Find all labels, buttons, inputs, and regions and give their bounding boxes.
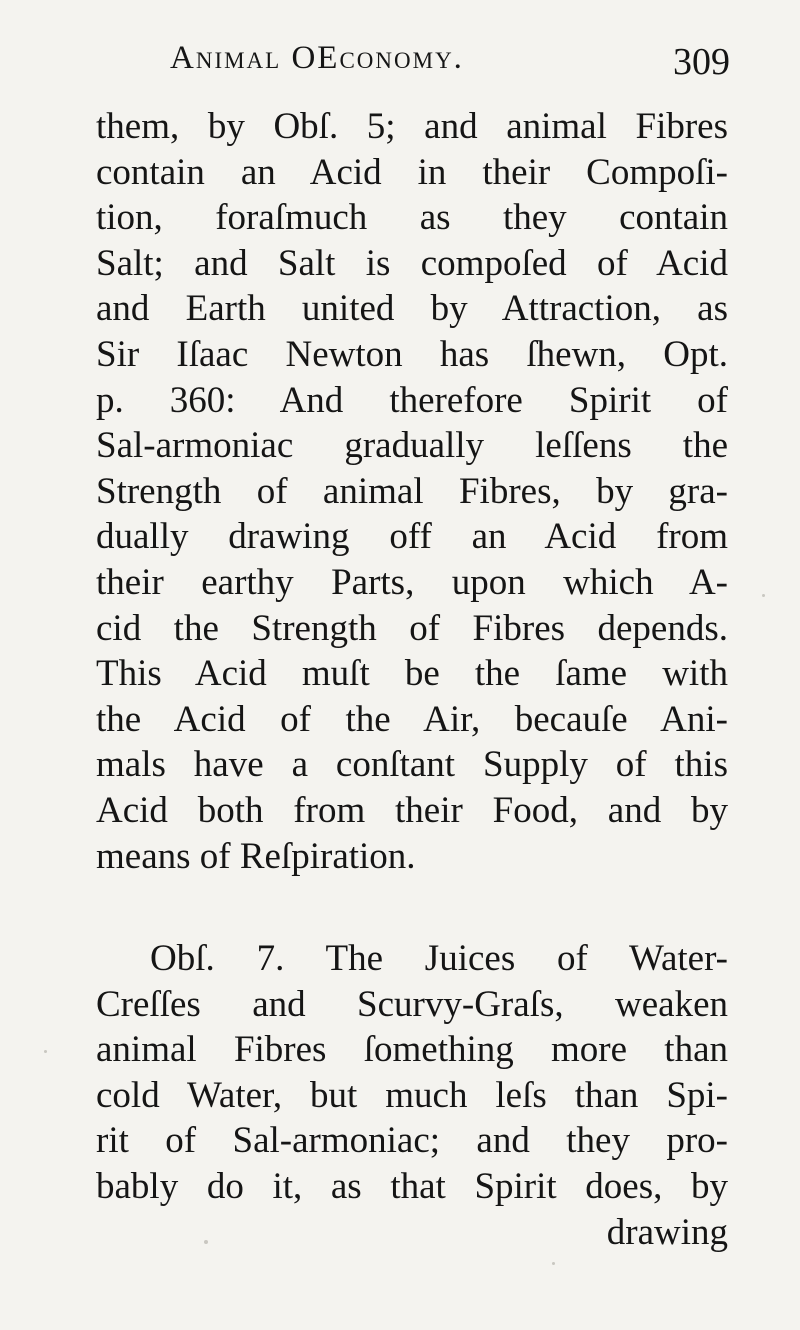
text-line: their earthy Parts, upon which A- <box>96 561 728 603</box>
page-number: 309 <box>673 41 730 83</box>
text-line: Sir Iſaac Newton has ſhewn, Opt. <box>96 333 728 375</box>
text-line: Acid both from their Food, and by <box>96 789 728 831</box>
text-line: rit of Sal-armoniac; and they pro- <box>96 1120 728 1162</box>
text-line: dually drawing off an Acid from <box>96 516 728 558</box>
running-title: Animal OEconomy. <box>170 40 464 76</box>
text-line: Obſ. 7. The Juices of Water- <box>150 938 728 979</box>
paragraph-2 <box>96 936 728 1255</box>
paragraph-1 <box>96 104 728 879</box>
text-line: cid the Strength of Fibres depends. <box>96 607 728 649</box>
running-head <box>150 36 730 86</box>
text-line: Creſſes and Scurvy-Graſs, weaken <box>96 983 728 1025</box>
text-line: them, by Obſ. 5; and animal Fibres <box>96 106 728 147</box>
text-line: and Earth united by Attraction, as <box>96 288 728 330</box>
text-line: bably do it, as that Spirit does, by <box>96 1165 728 1207</box>
text-line: the Acid of the Air, becauſe Ani- <box>96 698 728 740</box>
text-line: means of Reſpiration. <box>96 835 416 877</box>
text-line: contain an Acid in their Compoſi- <box>96 151 728 193</box>
paper-speck <box>44 1050 47 1053</box>
catchword: drawing <box>606 1211 728 1253</box>
paper-speck <box>552 1262 555 1265</box>
text-line: tion, foraſmuch as they contain <box>96 197 728 239</box>
text-line: Salt; and Salt is compoſed of Acid <box>96 242 728 284</box>
text-line: cold Water, but much leſs than Spi- <box>96 1074 728 1116</box>
text-line: p. 360: And therefore Spirit of <box>96 379 728 421</box>
text-line: animal Fibres ſomething more than <box>96 1029 728 1071</box>
paper-speck <box>204 1240 208 1244</box>
text-line: This Acid muſt be the ſame with <box>96 653 728 695</box>
text-line: Strength of animal Fibres, by gra- <box>96 470 728 512</box>
paper-speck <box>762 594 765 597</box>
text-line: mals have a conſtant Supply of this <box>96 744 728 786</box>
text-line: Sal-armoniac gradually leſſens the <box>96 425 728 467</box>
